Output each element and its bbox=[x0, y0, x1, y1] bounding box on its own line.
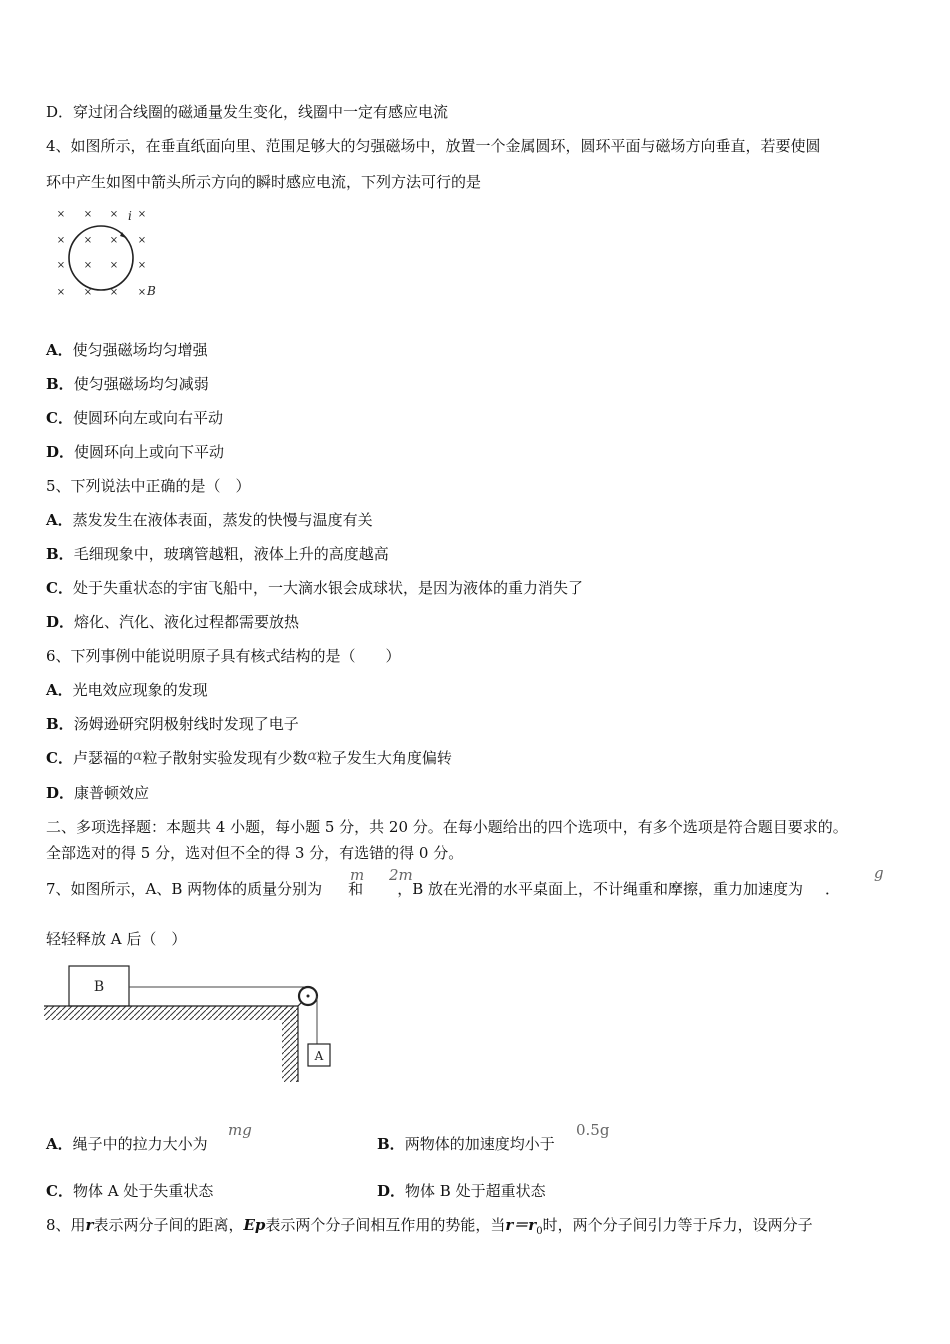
field-cross: × bbox=[56, 209, 66, 220]
q5-option-d: D．熔化、汽化、液化过程都需要放热 bbox=[46, 613, 300, 631]
q4-stem-line2: 环中产生如图中箭头所示方向的瞬时感应电流，下列方法可行的是 bbox=[46, 173, 482, 191]
q4-option-b: B．使匀强磁场均匀减弱 bbox=[46, 375, 209, 393]
q5-option-a: A．蒸发发生在液体表面，蒸发的快慢与温度有关 bbox=[46, 511, 373, 529]
field-cross: × bbox=[109, 287, 119, 298]
q4-option-c: C．使圆环向左或向右平动 bbox=[46, 409, 223, 427]
q4-option-a: A．使匀强磁场均匀增强 bbox=[46, 341, 208, 359]
field-label: B bbox=[147, 284, 156, 298]
field-cross: × bbox=[56, 235, 66, 246]
magnetic-field-figure bbox=[50, 204, 170, 304]
block-a-label: A bbox=[314, 1049, 324, 1063]
q4-stem-line1: 4、如图所示，在垂直纸面向里、范围足够大的匀强磁场中，放置一个金属圆环，圆环平面与磁场方向垂直，若要使圆 bbox=[46, 137, 821, 155]
q3-option-d: D．穿过闭合线圈的磁通量发生变化，线圈中一定有感应电流 bbox=[46, 103, 449, 121]
field-cross: × bbox=[137, 235, 147, 246]
q4-option-d: D．使圆环向上或向下平动 bbox=[46, 443, 225, 461]
field-cross: × bbox=[109, 260, 119, 271]
field-cross: × bbox=[56, 260, 66, 271]
field-cross: × bbox=[137, 260, 147, 271]
q7-option-a: A．绳子中的拉力大小为 bbox=[46, 1135, 208, 1153]
field-cross: × bbox=[83, 235, 93, 246]
q6-option-c: C．卢瑟福的α粒子散射实验发现有少数α粒子发生大角度偏转 bbox=[46, 748, 452, 767]
q6-stem: 6、下列事例中能说明原子具有核式结构的是（ ） bbox=[46, 647, 401, 665]
field-cross: × bbox=[83, 287, 93, 298]
math-2m: 2m bbox=[389, 866, 413, 884]
field-cross: × bbox=[137, 209, 147, 220]
q6-option-d: D．康普顿效应 bbox=[46, 784, 150, 802]
pulley-figure bbox=[44, 962, 344, 1086]
q7-stem-line1: 7、如图所示，A、B 两物体的质量分别为 和 ，B 放在光滑的水平桌面上，不计绳重和摩擦，重力加速度为 ． bbox=[46, 880, 840, 898]
q5-stem: 5、下列说法中正确的是（ ） bbox=[46, 477, 251, 495]
q5-option-b: B．毛细现象中，玻璃管越粗，液体上升的高度越高 bbox=[46, 545, 389, 563]
q7-stem-line2: 轻轻释放 A 后（ ） bbox=[46, 930, 187, 948]
q7-option-d: D．物体 B 处于超重状态 bbox=[377, 1182, 546, 1200]
math-half-g: 0.5g bbox=[576, 1121, 610, 1139]
math-mg: mg bbox=[228, 1121, 252, 1139]
math-g: g bbox=[874, 864, 884, 882]
field-cross: × bbox=[109, 209, 119, 220]
table-side-hatch bbox=[282, 1006, 298, 1082]
field-cross: × bbox=[137, 287, 147, 298]
table-hatch bbox=[44, 1006, 298, 1020]
q8-stem: 8、用r表示两分子间的距离，Ep表示两个分子间相互作用的势能，当$r=r_0$时，两个分子间引力等于斥力，设两分子 bbox=[46, 1216, 813, 1237]
math-m: m bbox=[350, 866, 365, 884]
field-cross: × bbox=[56, 287, 66, 298]
field-cross: × bbox=[109, 235, 119, 246]
current-label: i bbox=[128, 209, 132, 223]
q7-option-c: C．物体 A 处于失重状态 bbox=[46, 1182, 214, 1200]
q6-option-a: A．光电效应现象的发现 bbox=[46, 681, 208, 699]
field-cross: × bbox=[83, 260, 93, 271]
pulley-axle bbox=[307, 995, 310, 998]
block-b-label: B bbox=[93, 979, 105, 995]
q5-option-c: C．处于失重状态的宇宙飞船中，一大滴水银会成球状，是因为液体的重力消失了 bbox=[46, 579, 583, 597]
q6-option-b: B．汤姆逊研究阴极射线时发现了电子 bbox=[46, 715, 299, 733]
field-cross: × bbox=[83, 209, 93, 220]
q7-option-b: B．两物体的加速度均小于 bbox=[377, 1135, 555, 1153]
section2-header-line2: 全部选对的得 5 分，选对但不全的得 3 分，有选错的得 0 分。 bbox=[46, 844, 464, 862]
section2-header-line1: 二、多项选择题：本题共 4 小题，每小题 5 分，共 20 分。在每小题给出的四个选项中，有多个选项是符合题目要求的。 bbox=[46, 818, 848, 836]
